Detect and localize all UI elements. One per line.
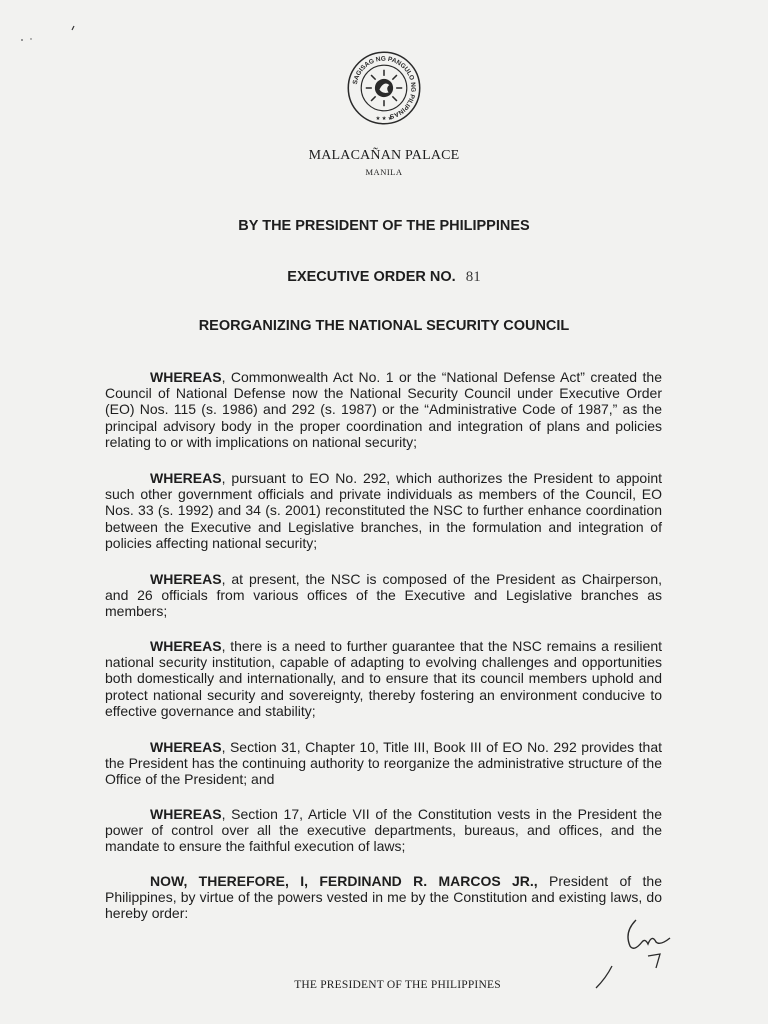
scan-speck-marks — [18, 24, 78, 44]
whereas-paragraph-6 — [105, 806, 662, 855]
issuer-heading: BY THE PRESIDENT OF THE PHILIPPINES — [238, 218, 530, 234]
paragraph-text: , Section 17, Article VII of the Constitution vests in the President the power of control over all the executive departments, bureaus, and offices, and the mandate to ensure the faithful execution of laws; — [105, 806, 662, 855]
whereas-paragraph-3 — [105, 571, 662, 620]
city-name: MANILA — [365, 167, 403, 177]
paragraph-lead: NOW, THEREFORE, I, FERDINAND R. MARCOS JR., — [150, 873, 538, 889]
svg-text:★ ★ ★: ★ ★ ★ — [375, 115, 393, 122]
whereas-paragraph-5 — [105, 739, 662, 788]
whereas-paragraph-2 — [105, 470, 662, 551]
executive-order-number: 81 — [465, 269, 481, 285]
order-title: REORGANIZING THE NATIONAL SECURITY COUNCIL — [198, 318, 570, 334]
now-therefore-paragraph — [105, 873, 662, 922]
paragraph-lead: WHEREAS — [150, 571, 222, 587]
executive-order-line — [0, 269, 768, 286]
paragraph-lead: WHEREAS — [150, 369, 222, 385]
svg-text:SAGISAG NG PANGULO NG PILIPINA: SAGISAG NG PANGULO NG PILIPINAS — [351, 55, 417, 120]
paragraph-text: President of the Philippines, by virtue of the powers vested in me by the Constitution and existing laws, do hereby order: — [105, 873, 662, 922]
paragraph-lead: WHEREAS — [150, 806, 222, 822]
paragraph-text: , there is a need to further guarantee that the NSC remains a resilient national security institution, capable of adapting to evolving challenges and opportunities both domestically and internationally, and to ensure that its council members uphold and protect national security and sovereignty, thereby fostering an environment conducive to effective governance and stability; — [105, 638, 662, 719]
palace-name: MALACAÑAN PALACE — [308, 148, 460, 163]
presidential-seal-icon — [346, 50, 422, 126]
paragraph-lead: WHEREAS — [150, 739, 222, 755]
whereas-paragraph-4 — [105, 638, 662, 719]
paragraph-lead: WHEREAS — [150, 470, 222, 486]
paragraph-text: , Section 31, Chapter 10, Title III, Book III of EO No. 292 provides that the President has the continuing authority to reorganize the administrative structure of the Office of the President; and — [105, 739, 662, 788]
executive-order-label: EXECUTIVE ORDER NO. — [287, 269, 456, 285]
paragraph-text: , Commonwealth Act No. 1 or the “National Defense Act” created the Council of National Defense now the National Security Council under Executive Order (EO) Nos. 115 (s. 1986) and 292 (s. 1987) or the “Administrative Code of 1987,” as the principal advisory body in the proper coordination and integration of plans and policies relating to or with implications on national security; — [105, 369, 662, 450]
paragraph-text: , pursuant to EO No. 292, which authorizes the President to appoint such other government officials and private individuals as members of the Council, EO Nos. 33 (s. 1992) and 34 (s. 2001) reconstituted the NSC to further enhance coordination between the Executive and Legislative branches, in the formulation and integration of policies affecting national security; — [105, 470, 662, 551]
paragraph-lead: WHEREAS — [150, 638, 222, 654]
footer-office-name: THE PRESIDENT OF THE PHILIPPINES — [294, 979, 501, 991]
whereas-paragraph-1 — [105, 369, 662, 450]
paragraph-text: , at present, the NSC is composed of the President as Chairperson, and 26 officials from various offices of the Executive and Legislative branches as members; — [105, 571, 662, 620]
